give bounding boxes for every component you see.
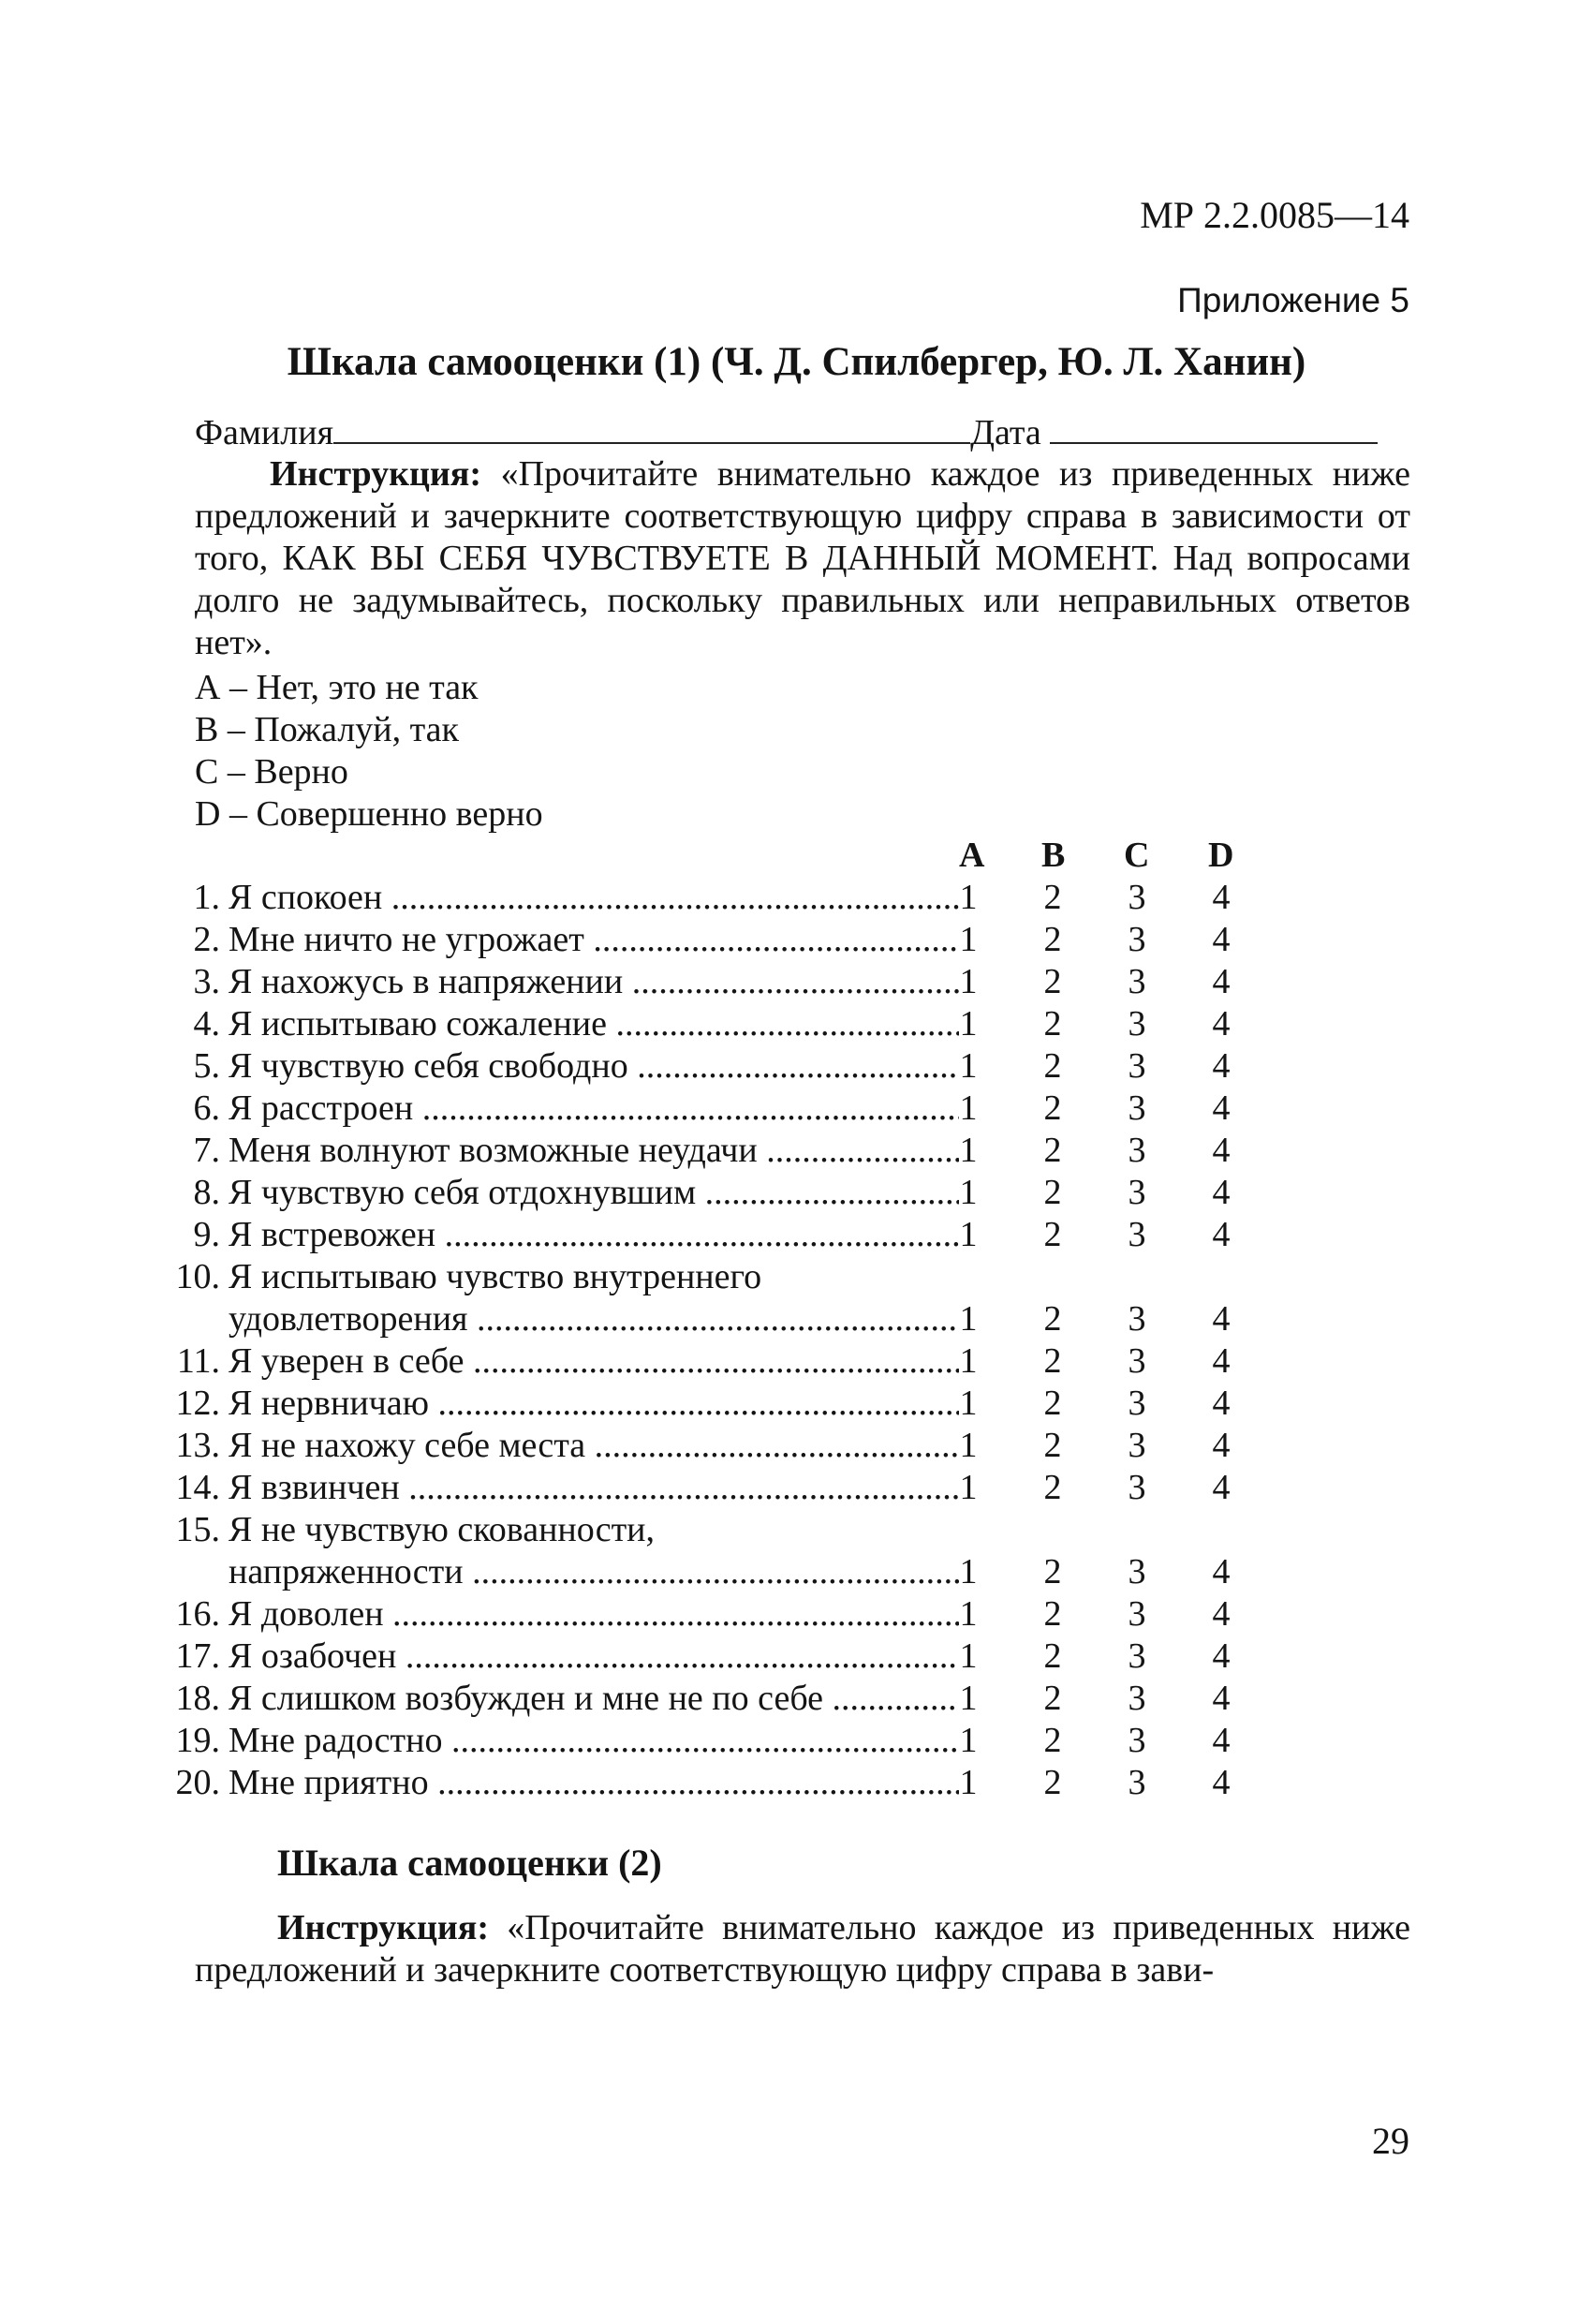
- score-option-d[interactable]: 4: [1212, 1341, 1231, 1381]
- item-text: Я испытываю чувство внутреннего: [229, 1257, 762, 1296]
- score-option-a[interactable]: 1: [959, 1131, 978, 1170]
- score-option-b[interactable]: 2: [1043, 1552, 1062, 1591]
- score-option-b[interactable]: 2: [1043, 1046, 1062, 1086]
- score-option-a[interactable]: 1: [959, 920, 978, 959]
- score-option-a[interactable]: 1: [959, 1046, 978, 1086]
- scale1-instruction: [195, 453, 1410, 664]
- item-number: 13.: [175, 1426, 220, 1465]
- score-option-a[interactable]: 1: [959, 1552, 978, 1591]
- score-option-a[interactable]: 1: [959, 1173, 978, 1212]
- score-option-b[interactable]: 2: [1043, 1131, 1062, 1170]
- list-item: [0, 1509, 1593, 1551]
- list-item: [0, 1720, 1593, 1762]
- score-option-c[interactable]: 3: [1128, 1215, 1146, 1254]
- item-text: Я спокоен .....: [229, 877, 959, 918]
- score-option-d[interactable]: 4: [1212, 1046, 1231, 1086]
- score-option-c[interactable]: 3: [1128, 1004, 1146, 1044]
- score-option-d[interactable]: 4: [1212, 1004, 1231, 1044]
- score-option-d[interactable]: 4: [1212, 1173, 1231, 1212]
- item-text: Я озабочен .....: [229, 1636, 959, 1677]
- column-header-a: A: [959, 836, 985, 875]
- score-option-a[interactable]: 1: [959, 1341, 978, 1381]
- document-code: МР 2.2.0085—14: [1140, 194, 1409, 236]
- item-text: Мне приятно .....: [229, 1762, 959, 1803]
- score-option-a[interactable]: 1: [959, 962, 978, 1001]
- item-text: Мне ничто не угрожает .....: [229, 919, 959, 960]
- score-option-b[interactable]: 2: [1043, 1636, 1062, 1676]
- score-option-b[interactable]: 2: [1043, 1763, 1062, 1802]
- item-text: Я испытываю сожаление .....: [229, 1003, 959, 1044]
- list-item: [0, 1045, 1593, 1088]
- list-item: [0, 1425, 1593, 1467]
- score-option-a[interactable]: 1: [959, 1679, 978, 1718]
- score-option-b[interactable]: 2: [1043, 920, 1062, 959]
- surname-field-line: [333, 441, 970, 444]
- list-item: [0, 1593, 1593, 1636]
- score-option-b[interactable]: 2: [1043, 1341, 1062, 1381]
- appendix-label: Приложение 5: [1177, 281, 1409, 319]
- score-option-b[interactable]: 2: [1043, 1721, 1062, 1760]
- score-option-d[interactable]: 4: [1212, 1594, 1231, 1634]
- date-label: Дата: [970, 413, 1041, 452]
- legend-item: В – Пожалуй, так: [195, 710, 459, 749]
- instruction-lead: Инструкция:: [270, 454, 481, 494]
- list-item: [0, 1130, 1593, 1172]
- list-item: [0, 1383, 1593, 1425]
- item-number: 5.: [193, 1046, 220, 1086]
- date-field-line: [1050, 441, 1378, 444]
- instruction-text: «Прочитайте внимательно каждое из приведенных ниже предложений и зачеркните соответствующую цифру справа в зависимости от того, КАК ВЫ СЕБЯ ЧУВСТВУЕТЕ В ДАННЫЙ МОМЕНТ. Над вопросами долго не задумывайтесь, поскольку правильных или неправильных ответов нет».: [195, 454, 1411, 662]
- item-number: 1.: [193, 878, 220, 917]
- item-number: 20.: [175, 1763, 220, 1802]
- score-option-d[interactable]: 4: [1212, 1679, 1231, 1718]
- item-text-continued: напряженности .....: [229, 1551, 959, 1592]
- score-option-d[interactable]: 4: [1212, 1088, 1231, 1128]
- item-text: Я нахожусь в напряжении .....: [229, 961, 959, 1002]
- score-option-b[interactable]: 2: [1043, 962, 1062, 1001]
- item-text: Я встревожен .....: [229, 1214, 959, 1255]
- score-option-c[interactable]: 3: [1128, 1426, 1146, 1465]
- list-item: [0, 1088, 1593, 1130]
- item-number: 8.: [193, 1173, 220, 1212]
- legend-item: С – Верно: [195, 752, 348, 792]
- score-option-d[interactable]: 4: [1212, 1552, 1231, 1591]
- instruction-lead: Инструкция:: [277, 1908, 489, 1947]
- instruction-text: «Прочитайте внимательно каждое из приведенных ниже предложений и зачеркните соответствующую цифру справа в зави-: [195, 1908, 1410, 1990]
- score-option-a[interactable]: 1: [959, 1384, 978, 1423]
- score-option-a[interactable]: 1: [959, 1636, 978, 1676]
- score-option-b[interactable]: 2: [1043, 1173, 1062, 1212]
- score-option-d[interactable]: 4: [1212, 1215, 1231, 1254]
- score-option-d[interactable]: 4: [1212, 1468, 1231, 1507]
- item-text: Я слишком возбужден и мне не по себе .....: [229, 1678, 959, 1719]
- item-text: Я не чувствую скованности,: [229, 1510, 656, 1549]
- item-number: 17.: [175, 1636, 220, 1676]
- score-option-a[interactable]: 1: [959, 1004, 978, 1044]
- column-header-b: B: [1041, 836, 1066, 875]
- item-text: Я взвинчен .....: [229, 1467, 959, 1508]
- list-item: [0, 877, 1593, 919]
- score-option-b[interactable]: 2: [1043, 1426, 1062, 1465]
- score-option-b[interactable]: 2: [1043, 878, 1062, 917]
- score-option-c[interactable]: 3: [1128, 1721, 1146, 1760]
- score-option-a[interactable]: 1: [959, 1763, 978, 1802]
- score-option-c[interactable]: 3: [1128, 1636, 1146, 1676]
- item-number: 12.: [175, 1384, 220, 1423]
- score-option-a[interactable]: 1: [959, 1468, 978, 1507]
- item-number: 7.: [193, 1131, 220, 1170]
- score-option-d[interactable]: 4: [1212, 1763, 1231, 1802]
- legend-item: D – Совершенно верно: [195, 794, 543, 834]
- score-option-d[interactable]: 4: [1212, 920, 1231, 959]
- score-option-c[interactable]: 3: [1128, 1384, 1146, 1423]
- list-item: [0, 1636, 1593, 1678]
- score-option-a[interactable]: 1: [959, 1426, 978, 1465]
- item-number: 4.: [193, 1004, 220, 1044]
- list-item: [0, 1172, 1593, 1214]
- score-option-d[interactable]: 4: [1212, 1721, 1231, 1760]
- name-date-row: [195, 412, 1378, 453]
- item-text: Я не нахожу себе места .....: [229, 1425, 959, 1466]
- list-item: [0, 1678, 1593, 1720]
- score-option-d[interactable]: 4: [1212, 1131, 1231, 1170]
- score-option-d[interactable]: 4: [1212, 1636, 1231, 1676]
- scale2-instruction: [195, 1907, 1410, 1991]
- score-option-a[interactable]: 1: [959, 1594, 978, 1634]
- item-number: 3.: [193, 962, 220, 1001]
- item-number: 6.: [193, 1088, 220, 1128]
- score-option-a[interactable]: 1: [959, 1088, 978, 1128]
- score-option-b[interactable]: 2: [1043, 1004, 1062, 1044]
- score-option-d[interactable]: 4: [1212, 878, 1231, 917]
- score-option-c[interactable]: 3: [1128, 1131, 1146, 1170]
- item-number: 14.: [175, 1468, 220, 1507]
- score-option-d[interactable]: 4: [1212, 1426, 1231, 1465]
- item-text-continued: удовлетворения .....: [229, 1298, 959, 1340]
- list-item: [0, 1467, 1593, 1509]
- score-option-d[interactable]: 4: [1212, 962, 1231, 1001]
- score-option-c[interactable]: 3: [1128, 1088, 1146, 1128]
- item-text: Мне радостно .....: [229, 1720, 959, 1761]
- scale1-title: Шкала самооценки (1) (Ч. Д. Спилбергер, Ю. Л. Ханин): [287, 340, 1306, 384]
- item-number: 19.: [175, 1721, 220, 1760]
- score-option-c[interactable]: 3: [1128, 1341, 1146, 1381]
- score-option-c[interactable]: 3: [1128, 920, 1146, 959]
- score-option-b[interactable]: 2: [1043, 1679, 1062, 1718]
- list-item: [0, 961, 1593, 1003]
- list-item: [0, 1214, 1593, 1256]
- score-option-c[interactable]: 3: [1128, 1046, 1146, 1086]
- list-item: [0, 1762, 1593, 1804]
- score-option-b[interactable]: 2: [1043, 1088, 1062, 1128]
- item-text: Меня волнуют возможные неудачи .....: [229, 1130, 959, 1171]
- scale2-title: Шкала самооценки (2): [277, 1842, 662, 1884]
- score-option-c[interactable]: 3: [1128, 1679, 1146, 1718]
- score-option-c[interactable]: 3: [1128, 1173, 1146, 1212]
- list-item: [0, 1340, 1593, 1383]
- item-text: Я чувствую себя свободно .....: [229, 1045, 959, 1087]
- item-number: 15.: [175, 1510, 220, 1549]
- list-item: [0, 919, 1593, 961]
- item-number: 10.: [175, 1257, 220, 1296]
- score-option-b[interactable]: 2: [1043, 1299, 1062, 1339]
- item-text: Я уверен в себе .....: [229, 1340, 959, 1382]
- page-number: 29: [1372, 2120, 1409, 2162]
- score-option-a[interactable]: 1: [959, 878, 978, 917]
- score-option-a[interactable]: 1: [959, 1299, 978, 1339]
- surname-label: Фамилия: [195, 413, 334, 452]
- item-text: Я расстроен .....: [229, 1088, 959, 1129]
- item-number: 9.: [193, 1215, 220, 1254]
- score-option-b[interactable]: 2: [1043, 1594, 1062, 1634]
- column-header-c: C: [1124, 836, 1150, 875]
- column-header-d: D: [1208, 836, 1234, 875]
- item-number: 2.: [193, 920, 220, 959]
- legend-item: А – Нет, это не так: [195, 668, 479, 707]
- list-item-continuation: [0, 1551, 1593, 1593]
- score-option-b[interactable]: 2: [1043, 1384, 1062, 1423]
- score-option-c[interactable]: 3: [1128, 878, 1146, 917]
- score-option-c[interactable]: 3: [1128, 1468, 1146, 1507]
- item-text: Я доволен .....: [229, 1593, 959, 1635]
- score-option-c[interactable]: 3: [1128, 1299, 1146, 1339]
- list-item: [0, 1256, 1593, 1298]
- item-number: 11.: [176, 1341, 220, 1381]
- score-option-c[interactable]: 3: [1128, 1763, 1146, 1802]
- item-text: Я нервничаю .....: [229, 1383, 959, 1424]
- score-option-c[interactable]: 3: [1128, 962, 1146, 1001]
- score-option-c[interactable]: 3: [1128, 1594, 1146, 1634]
- score-option-b[interactable]: 2: [1043, 1468, 1062, 1507]
- item-number: 16.: [175, 1594, 220, 1634]
- score-option-c[interactable]: 3: [1128, 1552, 1146, 1591]
- score-option-d[interactable]: 4: [1212, 1384, 1231, 1423]
- score-option-a[interactable]: 1: [959, 1215, 978, 1254]
- score-option-b[interactable]: 2: [1043, 1215, 1062, 1254]
- list-item: [0, 1003, 1593, 1045]
- score-option-d[interactable]: 4: [1212, 1299, 1231, 1339]
- item-number: 18.: [175, 1679, 220, 1718]
- score-option-a[interactable]: 1: [959, 1721, 978, 1760]
- list-item-continuation: [0, 1298, 1593, 1340]
- item-text: Я чувствую себя отдохнувшим .....: [229, 1172, 959, 1213]
